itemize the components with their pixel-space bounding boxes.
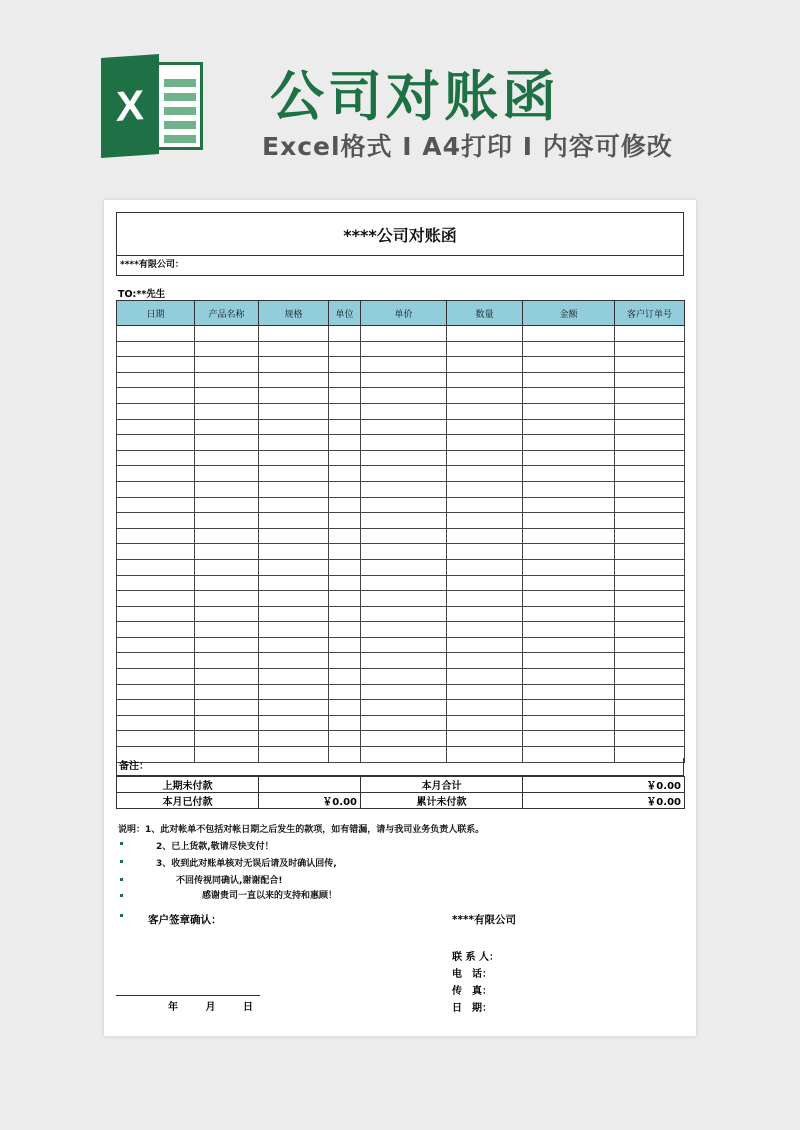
table-cell[interactable] bbox=[615, 372, 685, 388]
table-cell[interactable] bbox=[615, 513, 685, 529]
table-cell[interactable] bbox=[523, 481, 615, 497]
table-cell[interactable] bbox=[523, 653, 615, 669]
table-cell[interactable] bbox=[523, 403, 615, 419]
table-cell[interactable] bbox=[195, 497, 259, 513]
table-cell[interactable] bbox=[329, 715, 361, 731]
table-cell[interactable] bbox=[259, 731, 329, 747]
table-cell[interactable] bbox=[523, 435, 615, 451]
table-cell[interactable] bbox=[117, 419, 195, 435]
column-header: 单位 bbox=[329, 301, 361, 326]
table-cell[interactable] bbox=[329, 357, 361, 373]
table-cell[interactable] bbox=[195, 341, 259, 357]
table-cell[interactable] bbox=[361, 684, 447, 700]
table-cell[interactable] bbox=[447, 372, 523, 388]
table-cell[interactable] bbox=[361, 341, 447, 357]
table-cell[interactable] bbox=[523, 559, 615, 575]
table-row bbox=[117, 559, 685, 575]
table-cell[interactable] bbox=[361, 450, 447, 466]
table-cell[interactable] bbox=[195, 388, 259, 404]
table-cell[interactable] bbox=[447, 388, 523, 404]
table-cell[interactable] bbox=[195, 528, 259, 544]
table-cell[interactable] bbox=[195, 715, 259, 731]
table-cell[interactable] bbox=[615, 466, 685, 482]
table-cell[interactable] bbox=[329, 341, 361, 357]
table-cell[interactable] bbox=[117, 528, 195, 544]
table-cell[interactable] bbox=[117, 559, 195, 575]
table-row bbox=[117, 419, 685, 435]
table-cell[interactable] bbox=[523, 372, 615, 388]
table-cell[interactable] bbox=[447, 481, 523, 497]
table-cell[interactable] bbox=[615, 388, 685, 404]
column-header: 日期 bbox=[117, 301, 195, 326]
banner-title: 公司对账函 bbox=[270, 65, 560, 128]
table-cell[interactable] bbox=[329, 731, 361, 747]
note-line-1: 说明：1、此对帐单不包括对帐日期之后发生的款项，如有错漏，请与我司业务负责人联系。 bbox=[118, 825, 485, 835]
table-cell[interactable] bbox=[447, 715, 523, 731]
contact-person-label: 联 系 人： bbox=[452, 952, 499, 963]
column-header: 规格 bbox=[259, 301, 329, 326]
table-cell[interactable] bbox=[615, 575, 685, 591]
table-cell[interactable] bbox=[117, 684, 195, 700]
table-row bbox=[117, 341, 685, 357]
table-cell[interactable] bbox=[259, 528, 329, 544]
table-cell[interactable] bbox=[361, 326, 447, 342]
table-cell[interactable] bbox=[259, 372, 329, 388]
table-row bbox=[117, 606, 685, 622]
table-cell[interactable] bbox=[195, 357, 259, 373]
table-cell[interactable] bbox=[329, 559, 361, 575]
table-cell[interactable] bbox=[117, 544, 195, 560]
accum-unpaid-value[interactable]: ￥0.00 bbox=[523, 793, 685, 809]
table-cell[interactable] bbox=[259, 559, 329, 575]
table-cell[interactable] bbox=[361, 435, 447, 451]
table-cell[interactable] bbox=[259, 622, 329, 638]
summary-section bbox=[116, 758, 684, 809]
table-cell[interactable] bbox=[117, 435, 195, 451]
prev-unpaid-value[interactable] bbox=[259, 777, 361, 793]
table-cell[interactable] bbox=[523, 684, 615, 700]
table-cell[interactable] bbox=[195, 637, 259, 653]
summary-table bbox=[116, 776, 685, 809]
table-cell[interactable] bbox=[615, 357, 685, 373]
table-cell[interactable] bbox=[447, 528, 523, 544]
table-cell[interactable] bbox=[361, 669, 447, 685]
table-row bbox=[117, 684, 685, 700]
table-cell[interactable] bbox=[117, 731, 195, 747]
date-field-label: 日 期： bbox=[452, 1003, 492, 1014]
table-row bbox=[117, 669, 685, 685]
table-row bbox=[117, 435, 685, 451]
table-cell[interactable] bbox=[117, 591, 195, 607]
table-cell[interactable] bbox=[259, 700, 329, 716]
table-row bbox=[117, 372, 685, 388]
table-cell[interactable] bbox=[361, 622, 447, 638]
table-cell[interactable] bbox=[615, 559, 685, 575]
table-cell[interactable] bbox=[523, 544, 615, 560]
table-cell[interactable] bbox=[117, 388, 195, 404]
table-row bbox=[117, 591, 685, 607]
table-cell[interactable] bbox=[259, 715, 329, 731]
table-cell[interactable] bbox=[447, 606, 523, 622]
fax-label: 传 真： bbox=[452, 986, 492, 997]
table-cell[interactable] bbox=[195, 575, 259, 591]
table-cell[interactable] bbox=[329, 435, 361, 451]
table-cell[interactable] bbox=[117, 700, 195, 716]
table-cell[interactable] bbox=[195, 450, 259, 466]
table-cell[interactable] bbox=[259, 653, 329, 669]
table-cell[interactable] bbox=[523, 575, 615, 591]
table-row bbox=[117, 403, 685, 419]
table-cell[interactable] bbox=[117, 669, 195, 685]
table-cell[interactable] bbox=[259, 341, 329, 357]
table-body bbox=[117, 326, 685, 763]
table-cell[interactable] bbox=[615, 497, 685, 513]
summary-row bbox=[117, 793, 685, 809]
table-cell[interactable] bbox=[329, 700, 361, 716]
table-cell[interactable] bbox=[195, 731, 259, 747]
table-cell[interactable] bbox=[329, 528, 361, 544]
table-cell[interactable] bbox=[361, 637, 447, 653]
table-cell[interactable] bbox=[523, 622, 615, 638]
remark-label: 备注： bbox=[116, 758, 684, 776]
table-cell[interactable] bbox=[259, 513, 329, 529]
table-cell[interactable] bbox=[259, 326, 329, 342]
accum-unpaid-label: 累计未付款 bbox=[361, 793, 523, 809]
table-cell[interactable] bbox=[523, 513, 615, 529]
table-cell[interactable] bbox=[117, 715, 195, 731]
sign-date-label: 年 月 日 bbox=[168, 1002, 253, 1013]
table-cell[interactable] bbox=[615, 528, 685, 544]
table-cell[interactable] bbox=[361, 575, 447, 591]
table-row bbox=[117, 450, 685, 466]
table-cell[interactable] bbox=[329, 653, 361, 669]
statement-sheet bbox=[104, 200, 696, 1036]
table-cell[interactable] bbox=[259, 684, 329, 700]
sheet-title: ****公司对账函 bbox=[116, 212, 684, 256]
table-cell[interactable] bbox=[523, 606, 615, 622]
summary-row bbox=[117, 777, 685, 793]
table-cell[interactable] bbox=[195, 653, 259, 669]
table-row bbox=[117, 388, 685, 404]
table-cell[interactable] bbox=[329, 591, 361, 607]
table-cell[interactable] bbox=[447, 544, 523, 560]
customer-sign-label: 客户签章确认： bbox=[148, 914, 222, 926]
table-row bbox=[117, 622, 685, 638]
table-cell[interactable] bbox=[447, 341, 523, 357]
table-cell[interactable] bbox=[361, 357, 447, 373]
table-cell[interactable] bbox=[195, 559, 259, 575]
table-cell[interactable] bbox=[117, 372, 195, 388]
table-cell[interactable] bbox=[615, 669, 685, 685]
table-cell[interactable] bbox=[259, 403, 329, 419]
table-cell[interactable] bbox=[447, 497, 523, 513]
table-cell[interactable] bbox=[447, 653, 523, 669]
table-row bbox=[117, 513, 685, 529]
table-cell[interactable] bbox=[523, 731, 615, 747]
table-cell[interactable] bbox=[259, 591, 329, 607]
table-cell[interactable] bbox=[259, 544, 329, 560]
table-cell[interactable] bbox=[259, 466, 329, 482]
table-cell[interactable] bbox=[361, 466, 447, 482]
column-header: 客户订单号 bbox=[615, 301, 685, 326]
statement-table bbox=[116, 300, 685, 763]
table-cell[interactable] bbox=[195, 326, 259, 342]
table-cell[interactable] bbox=[361, 700, 447, 716]
table-cell[interactable] bbox=[523, 497, 615, 513]
table-cell[interactable] bbox=[361, 497, 447, 513]
table-cell[interactable] bbox=[615, 450, 685, 466]
table-row bbox=[117, 715, 685, 731]
table-cell[interactable] bbox=[615, 653, 685, 669]
table-row bbox=[117, 653, 685, 669]
column-header: 单价 bbox=[361, 301, 447, 326]
table-cell[interactable] bbox=[195, 591, 259, 607]
table-cell[interactable] bbox=[117, 481, 195, 497]
table-cell[interactable] bbox=[523, 326, 615, 342]
table-cell[interactable] bbox=[447, 513, 523, 529]
table-row bbox=[117, 528, 685, 544]
table-header-row bbox=[117, 301, 685, 326]
table-cell[interactable] bbox=[523, 466, 615, 482]
table-cell[interactable] bbox=[615, 341, 685, 357]
table-cell[interactable] bbox=[447, 450, 523, 466]
cell-comment-marker-icon bbox=[120, 894, 123, 897]
table-cell[interactable] bbox=[329, 622, 361, 638]
table-cell[interactable] bbox=[117, 466, 195, 482]
table-row bbox=[117, 544, 685, 560]
table-cell[interactable] bbox=[523, 357, 615, 373]
table-cell[interactable] bbox=[447, 403, 523, 419]
table-cell[interactable] bbox=[447, 357, 523, 373]
table-cell[interactable] bbox=[259, 450, 329, 466]
table-cell[interactable] bbox=[117, 653, 195, 669]
table-cell[interactable] bbox=[615, 419, 685, 435]
table-cell[interactable] bbox=[329, 466, 361, 482]
table-cell[interactable] bbox=[329, 513, 361, 529]
table-row bbox=[117, 700, 685, 716]
table-cell[interactable] bbox=[615, 731, 685, 747]
note-line-3: 3、收到此对账单核对无误后请及时确认回传, bbox=[156, 859, 337, 869]
table-cell[interactable] bbox=[615, 403, 685, 419]
table-cell[interactable] bbox=[259, 357, 329, 373]
table-cell[interactable] bbox=[615, 606, 685, 622]
table-cell[interactable] bbox=[195, 372, 259, 388]
table-cell[interactable] bbox=[447, 435, 523, 451]
table-cell[interactable] bbox=[259, 637, 329, 653]
table-cell[interactable] bbox=[329, 669, 361, 685]
phone-label: 电 话： bbox=[452, 969, 492, 980]
table-cell[interactable] bbox=[523, 450, 615, 466]
table-cell[interactable] bbox=[329, 575, 361, 591]
table-cell[interactable] bbox=[523, 715, 615, 731]
table-cell[interactable] bbox=[195, 622, 259, 638]
table-cell[interactable] bbox=[259, 435, 329, 451]
banner-subtitle: Excel格式 I A4打印 I 内容可修改 bbox=[262, 132, 673, 161]
table-cell[interactable] bbox=[259, 669, 329, 685]
table-cell[interactable] bbox=[361, 403, 447, 419]
table-cell[interactable] bbox=[523, 591, 615, 607]
cell-comment-marker-icon bbox=[120, 860, 123, 863]
table-cell[interactable] bbox=[523, 528, 615, 544]
table-cell[interactable] bbox=[523, 637, 615, 653]
table-cell[interactable] bbox=[117, 622, 195, 638]
table-cell[interactable] bbox=[447, 466, 523, 482]
table-cell[interactable] bbox=[259, 419, 329, 435]
cell-comment-marker-icon bbox=[120, 842, 123, 845]
table-cell[interactable] bbox=[447, 622, 523, 638]
table-cell[interactable] bbox=[615, 715, 685, 731]
column-header: 数量 bbox=[447, 301, 523, 326]
table-cell[interactable] bbox=[329, 637, 361, 653]
table-cell[interactable] bbox=[361, 513, 447, 529]
table-cell[interactable] bbox=[117, 497, 195, 513]
table-cell[interactable] bbox=[259, 481, 329, 497]
excel-logo-letter: X bbox=[101, 54, 159, 158]
table-cell[interactable] bbox=[615, 622, 685, 638]
table-cell[interactable] bbox=[615, 326, 685, 342]
month-total-value[interactable]: ￥0.00 bbox=[523, 777, 685, 793]
table-cell[interactable] bbox=[195, 544, 259, 560]
table-cell[interactable] bbox=[329, 403, 361, 419]
cell-comment-marker-icon bbox=[120, 914, 123, 917]
table-cell[interactable] bbox=[329, 544, 361, 560]
table-row bbox=[117, 497, 685, 513]
table-cell[interactable] bbox=[329, 684, 361, 700]
table-cell[interactable] bbox=[615, 637, 685, 653]
table-cell[interactable] bbox=[361, 559, 447, 575]
table-cell[interactable] bbox=[195, 669, 259, 685]
excel-logo-icon bbox=[101, 56, 205, 156]
table-cell[interactable] bbox=[523, 388, 615, 404]
column-header: 产品名称 bbox=[195, 301, 259, 326]
to-line: TO:**先生 bbox=[118, 289, 166, 300]
table-cell[interactable] bbox=[329, 481, 361, 497]
table-cell[interactable] bbox=[195, 466, 259, 482]
table-cell[interactable] bbox=[361, 419, 447, 435]
table-row bbox=[117, 481, 685, 497]
table-cell[interactable] bbox=[523, 669, 615, 685]
table-cell[interactable] bbox=[329, 419, 361, 435]
table-cell[interactable] bbox=[523, 419, 615, 435]
table-cell[interactable] bbox=[117, 606, 195, 622]
table-row bbox=[117, 575, 685, 591]
table-cell[interactable] bbox=[195, 700, 259, 716]
table-cell[interactable] bbox=[195, 481, 259, 497]
table-cell[interactable] bbox=[329, 497, 361, 513]
table-cell[interactable] bbox=[329, 326, 361, 342]
table-cell[interactable] bbox=[117, 450, 195, 466]
table-cell[interactable] bbox=[195, 513, 259, 529]
table-cell[interactable] bbox=[259, 606, 329, 622]
note-line-2: 2、已上货款,敬请尽快支付！ bbox=[156, 842, 274, 852]
table-cell[interactable] bbox=[361, 715, 447, 731]
table-cell[interactable] bbox=[195, 403, 259, 419]
table-cell[interactable] bbox=[447, 591, 523, 607]
table-cell[interactable] bbox=[447, 700, 523, 716]
month-total-label: 本月合计 bbox=[361, 777, 523, 793]
column-header: 金额 bbox=[523, 301, 615, 326]
table-cell[interactable] bbox=[117, 341, 195, 357]
table-cell[interactable] bbox=[361, 731, 447, 747]
table-cell[interactable] bbox=[329, 388, 361, 404]
table-cell[interactable] bbox=[117, 403, 195, 419]
table-cell[interactable] bbox=[615, 591, 685, 607]
table-cell[interactable] bbox=[615, 544, 685, 560]
table-row bbox=[117, 466, 685, 482]
table-cell[interactable] bbox=[447, 684, 523, 700]
table-cell[interactable] bbox=[195, 684, 259, 700]
table-row bbox=[117, 637, 685, 653]
table-cell[interactable] bbox=[447, 419, 523, 435]
table-cell[interactable] bbox=[329, 450, 361, 466]
table-row bbox=[117, 326, 685, 342]
table-cell[interactable] bbox=[117, 637, 195, 653]
table-cell[interactable] bbox=[329, 606, 361, 622]
table-cell[interactable] bbox=[117, 575, 195, 591]
table-cell[interactable] bbox=[259, 497, 329, 513]
prev-unpaid-label: 上期未付款 bbox=[117, 777, 259, 793]
table-cell[interactable] bbox=[117, 357, 195, 373]
table-cell[interactable] bbox=[361, 653, 447, 669]
table-cell[interactable] bbox=[361, 481, 447, 497]
table-cell[interactable] bbox=[361, 372, 447, 388]
table-cell[interactable] bbox=[195, 419, 259, 435]
table-cell[interactable] bbox=[195, 435, 259, 451]
table-cell[interactable] bbox=[523, 341, 615, 357]
table-cell[interactable] bbox=[259, 575, 329, 591]
table-cell[interactable] bbox=[361, 591, 447, 607]
table-cell[interactable] bbox=[329, 372, 361, 388]
table-cell[interactable] bbox=[117, 326, 195, 342]
table-cell[interactable] bbox=[259, 388, 329, 404]
table-cell[interactable] bbox=[361, 388, 447, 404]
company-line: ****有限公司： bbox=[116, 256, 684, 276]
table-cell[interactable] bbox=[615, 684, 685, 700]
cell-comment-marker-icon bbox=[120, 878, 123, 881]
table-cell[interactable] bbox=[447, 575, 523, 591]
signature-line bbox=[116, 995, 260, 996]
note-line-5: 感谢贵司一直以来的支持和惠顾！ bbox=[202, 891, 338, 901]
table-cell[interactable] bbox=[361, 528, 447, 544]
table-cell[interactable] bbox=[615, 481, 685, 497]
month-paid-label: 本月已付款 bbox=[117, 793, 259, 809]
table-cell[interactable] bbox=[117, 513, 195, 529]
table-cell[interactable] bbox=[361, 606, 447, 622]
table-cell[interactable] bbox=[447, 637, 523, 653]
table-row bbox=[117, 731, 685, 747]
table-cell[interactable] bbox=[447, 559, 523, 575]
company-name: ****有限公司 bbox=[452, 914, 516, 926]
month-paid-value[interactable]: ￥0.00 bbox=[259, 793, 361, 809]
table-cell[interactable] bbox=[361, 544, 447, 560]
note-line-4: 不回传视同确认,谢谢配合! bbox=[176, 876, 283, 886]
table-cell[interactable] bbox=[615, 700, 685, 716]
table-cell[interactable] bbox=[447, 731, 523, 747]
table-cell[interactable] bbox=[447, 326, 523, 342]
table-cell[interactable] bbox=[523, 700, 615, 716]
table-cell[interactable] bbox=[615, 435, 685, 451]
table-cell[interactable] bbox=[195, 606, 259, 622]
table-row bbox=[117, 357, 685, 373]
table-cell[interactable] bbox=[447, 669, 523, 685]
